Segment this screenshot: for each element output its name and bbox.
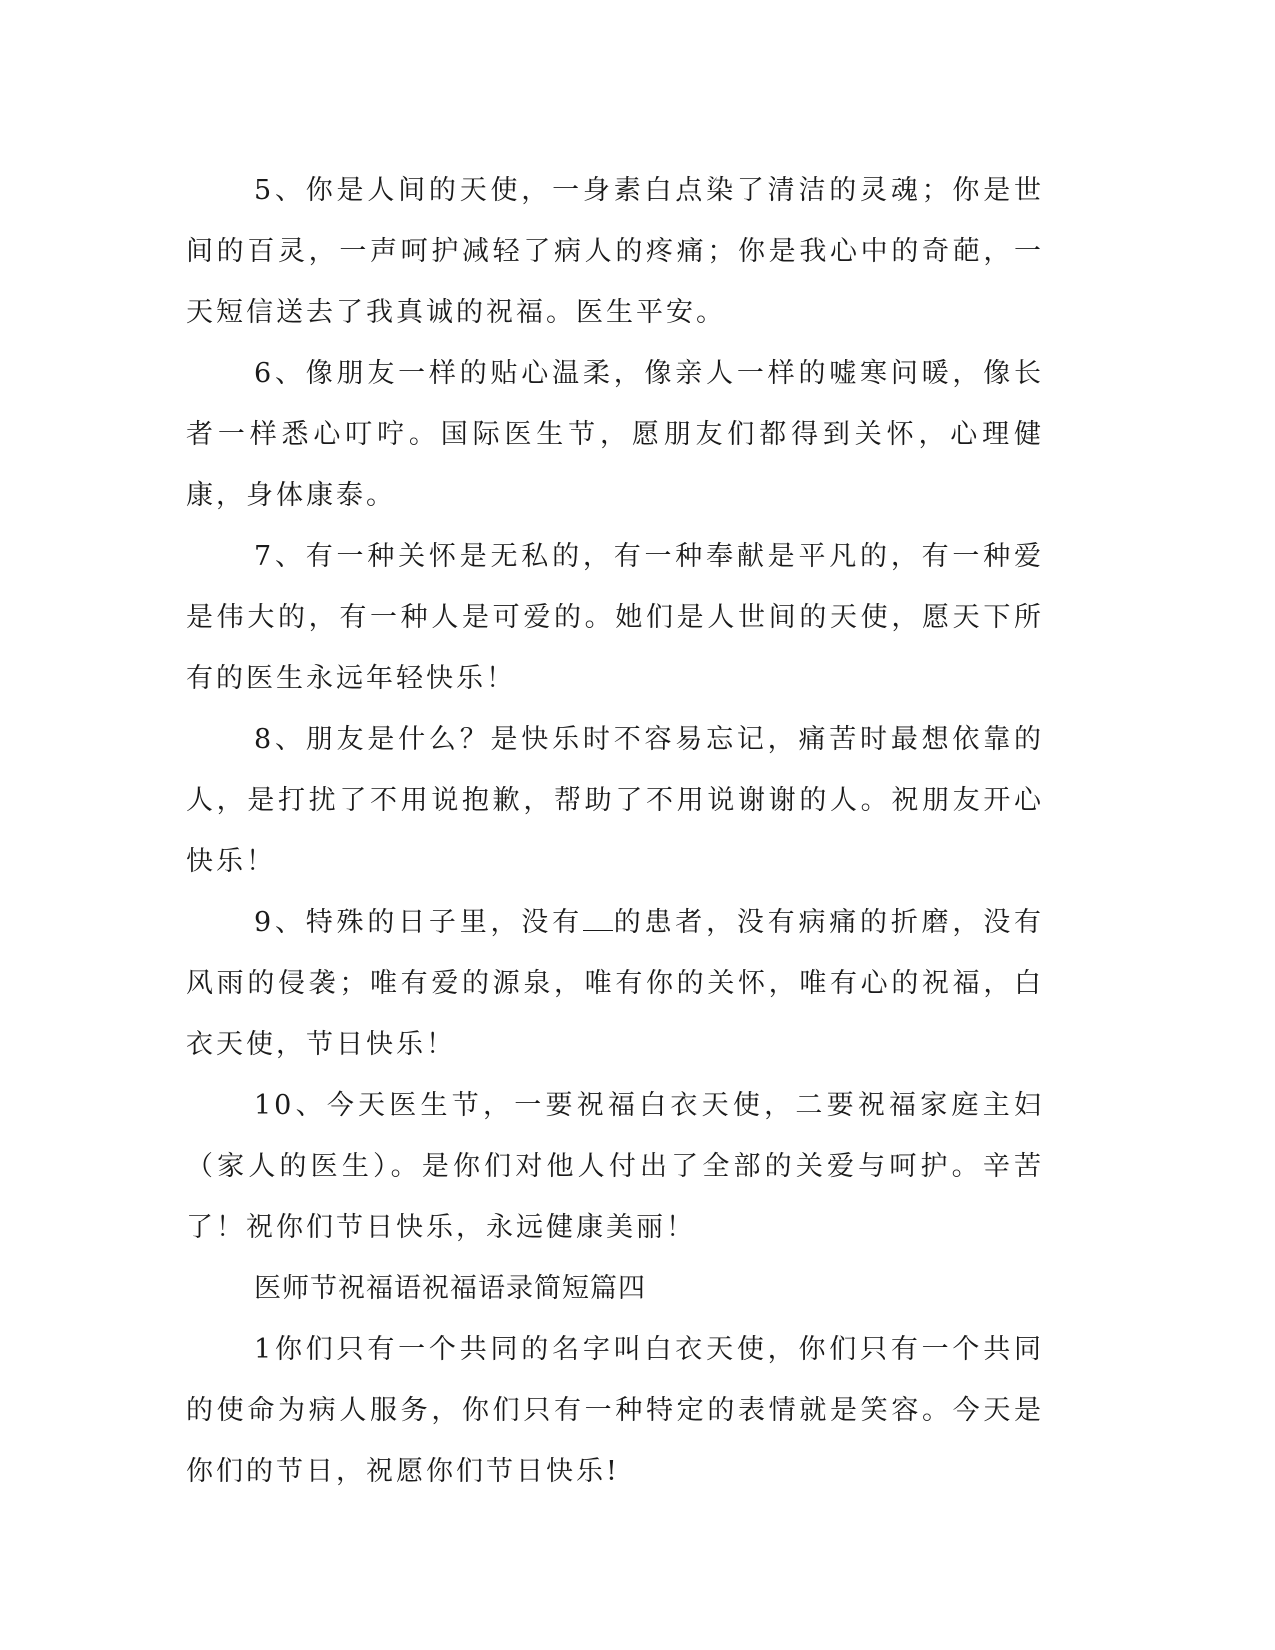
paragraph-9-end: 的患者，没有病痛的折磨，没有风雨的侵袭；唯有爱的源泉，唯有你的关怀，唯有心的祝福，白衣天使，节日快乐！ bbox=[186, 907, 1045, 1060]
fill-in-blank bbox=[583, 908, 613, 931]
paragraph-5: 5、你是人间的天使，一身素白点染了清洁的灵魂；你是世间的百灵，一声呵护减轻了病人的疼痛；你是我心中的奇葩，一天短信送去了我真诚的祝福。医生平安。 bbox=[186, 175, 1044, 328]
paragraph-10: 10、今天医生节，一要祝福白衣天使，二要祝福家庭主妇（家人的医生）。是你们对他人付出了全部的关爱与呵护。辛苦了！祝你们节日快乐，永远健康美丽！ bbox=[186, 1090, 1044, 1243]
section-heading: 医师节祝福语祝福语录简短篇四 bbox=[254, 1273, 646, 1304]
paragraph-8: 8、朋友是什么？是快乐时不容易忘记，痛苦时最想依靠的人，是打扰了不用说抱歉，帮助了不用说谢谢的人。祝朋友开心快乐！ bbox=[186, 724, 1044, 877]
paragraph-9-start: 9、特殊的日子里，没有 bbox=[254, 907, 583, 938]
paragraph-9 bbox=[186, 892, 1044, 1075]
paragraph-7: 7、有一种关怀是无私的，有一种奉献是平凡的，有一种爱是伟大的，有一种人是可爱的。她们是人世间的天使，愿天下所有的医生永远年轻快乐！ bbox=[186, 541, 1044, 694]
paragraph-6: 6、像朋友一样的贴心温柔，像亲人一样的嘘寒问暖，像长者一样悉心叮咛。国际医生节，愿朋友们都得到关怀，心理健康，身体康泰。 bbox=[186, 358, 1044, 511]
paragraph-final: 1你们只有一个共同的名字叫白衣天使，你们只有一个共同的使命为病人服务，你们只有一种特定的表情就是笑容。今天是你们的节日，祝愿你们节日快乐! bbox=[186, 1334, 1044, 1487]
document-body bbox=[186, 160, 1044, 1502]
